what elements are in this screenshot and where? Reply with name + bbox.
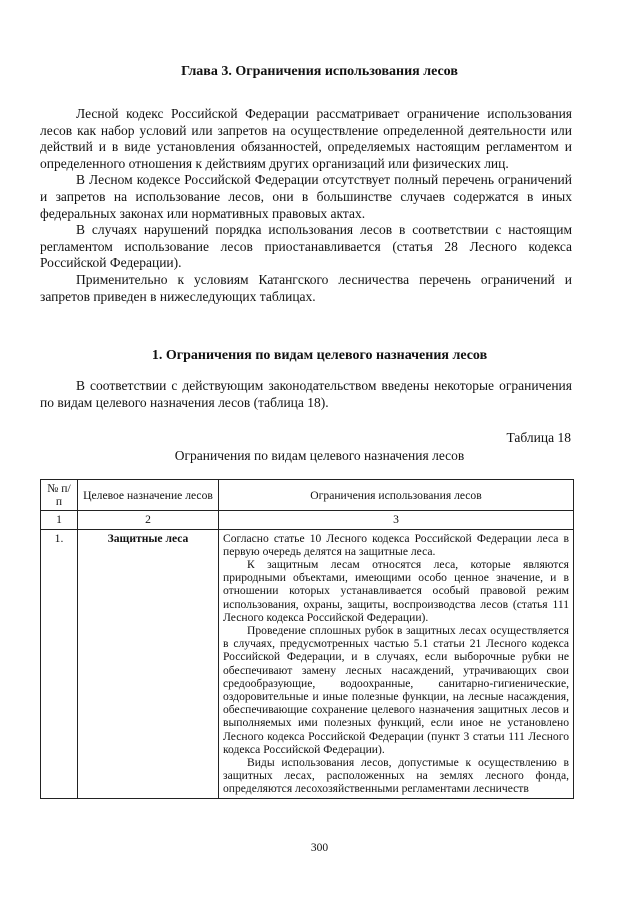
intro-text: [40, 106, 572, 305]
restriction-paragraph: Согласно статье 10 Лесного кодекса Российской Федерации леса в первую очередь делятся на защитные леса.: [223, 531, 569, 558]
section-title: 1. Ограничения по видам целевого назначения лесов: [151, 348, 488, 363]
column-number: 3: [219, 511, 574, 529]
column-number: 2: [78, 511, 219, 529]
restriction-paragraph: К защитным лесам относятся леса, которые являются природными объектами, имеющими особо ценное значение, и в отношении которых устанавливается особый правовой режим использования, охраны, защиты, воспроизводства лесов (статья 111 Лесного кодекса Российской Федерации).: [223, 558, 569, 624]
intro-paragraph: Применительно к условиям Катангского лесничества перечень ограничений и запретов приведен в нижеследующих таблицах.: [40, 271, 572, 304]
header-purpose: Целевое назначение лесов: [78, 480, 219, 511]
table-row: [41, 529, 574, 798]
intro-paragraph: В случаях нарушений порядка использования лесов в соответствии с настоящим регламентом использование лесов приостанавливается (статья 28 Лесного кодекса Российской Федерации).: [40, 222, 572, 271]
table-header-row: [41, 480, 574, 511]
column-number-row: [41, 511, 574, 529]
header-restrictions: Ограничения использования лесов: [219, 480, 574, 511]
page-number: 300: [310, 842, 329, 854]
header-number: № п/п: [41, 480, 78, 511]
restrictions-table: [40, 479, 574, 799]
row-purpose: Защитные леса: [78, 529, 219, 798]
table-caption: Ограничения по видам целевого назначения лесов: [174, 448, 465, 463]
table-number: Таблица 18: [506, 430, 571, 445]
column-number: 1: [41, 511, 78, 529]
chapter-title: Глава 3. Ограничения использования лесов: [181, 64, 458, 79]
row-restrictions: [219, 529, 574, 798]
row-number: 1.: [41, 529, 78, 798]
restriction-paragraph: Проведение сплошных рубок в защитных лесах осуществляется в случаях, предусмотренных частью 5.1 статьи 21 Лесного кодекса Российской Федерации, и в случаях, если выборочные рубки не обеспечивают замену лесных насаждений, утрачивающих свои средообразующие, водоохранные, санитарно-гигиенические, оздоровительные и иные полезные функции, на лесные насаждения, обеспечивающие сохранение целевого назначения защитных лесов и выполняемых ими полезных функций, если иное не установлено Лесного кодекса Российской Федерации (пункт 3 статьи 111 Лесного кодекса Российской Федерации).: [223, 624, 569, 756]
intro-paragraph: В Лесном кодексе Российской Федерации отсутствует полный перечень ограничений и запретов на использование лесов, они в большинстве случаев содержатся в иных федеральных законах или нормативных правовых актах.: [40, 172, 572, 221]
section-text: [40, 378, 572, 411]
section-paragraph: В соответствии с действующим законодательством введены некоторые ограничения по видам целевого назначения лесов (таблица 18).: [40, 378, 572, 410]
intro-paragraph: Лесной кодекс Российской Федерации рассматривает ограничение использования лесов как набор условий или запретов на осуществление определенной деятельности или действий и в виде установления обязанностей, определяемых настоящим регламентом и определенного отношения к действиям других организаций или физических лиц.: [40, 106, 572, 171]
restriction-paragraph: Виды использования лесов, допустимые к осуществлению в защитных лесах, расположенных на землях лесного фонда, определяются лесохозяйственными регламентами лесничеств: [223, 756, 569, 796]
